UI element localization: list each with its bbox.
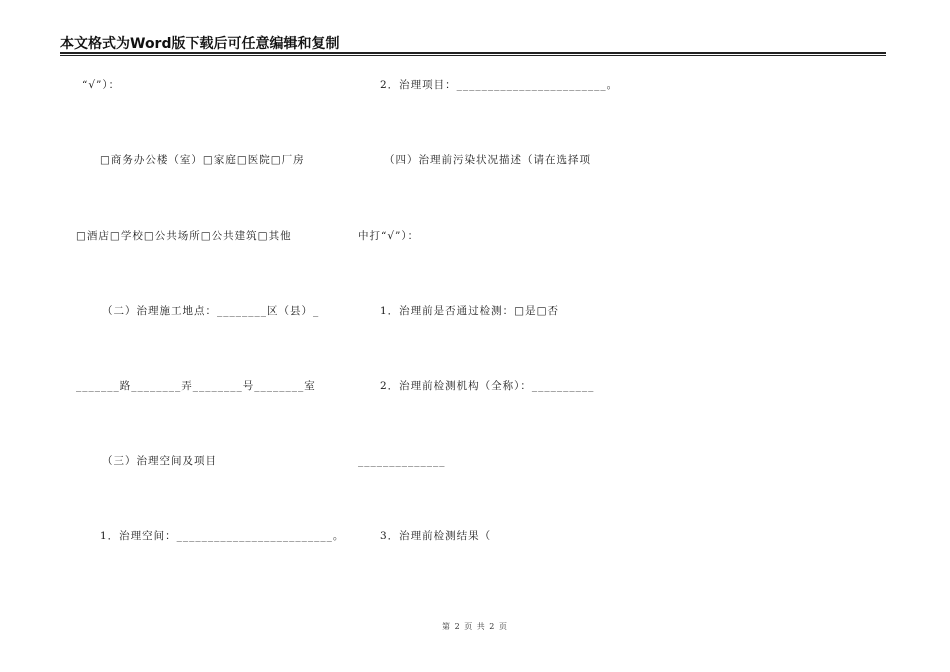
right-line-3: 中打“√”）： [358,230,420,242]
header-rule-thin [60,55,886,56]
right-line-1: 2．治理项目：________________________。 [380,79,619,91]
header-rule-thick [60,52,886,54]
page-number-footer: 第 2 页 共 2 页 [442,622,508,631]
right-line-4: 1．治理前是否通过检测：□是□否 [380,305,560,317]
right-line-5: 2．治理前检测机构（全称）：__________ [380,380,595,392]
left-line-5: _______路________弄________号________室 [76,380,316,392]
left-line-1: “√”）： [82,79,121,91]
left-line-3: □酒店□学校□公共场所□公共建筑□其他 [76,230,292,242]
left-line-4: （二）治理施工地点：________区（县）_ [102,305,320,317]
left-line-2: □商务办公楼（室）□家庭□医院□厂房 [100,154,305,166]
right-line-7: 3．治理前检测结果（ [380,530,492,542]
left-line-6: （三）治理空间及项目 [102,455,217,467]
document-header-title: 本文格式为Word版下载后可任意编辑和复制 [60,36,340,52]
right-line-6: ______________ [358,455,446,467]
left-line-7: 1．治理空间：_________________________。 [100,530,345,542]
right-line-2: （四）治理前污染状况描述（请在选择项 [384,154,591,166]
